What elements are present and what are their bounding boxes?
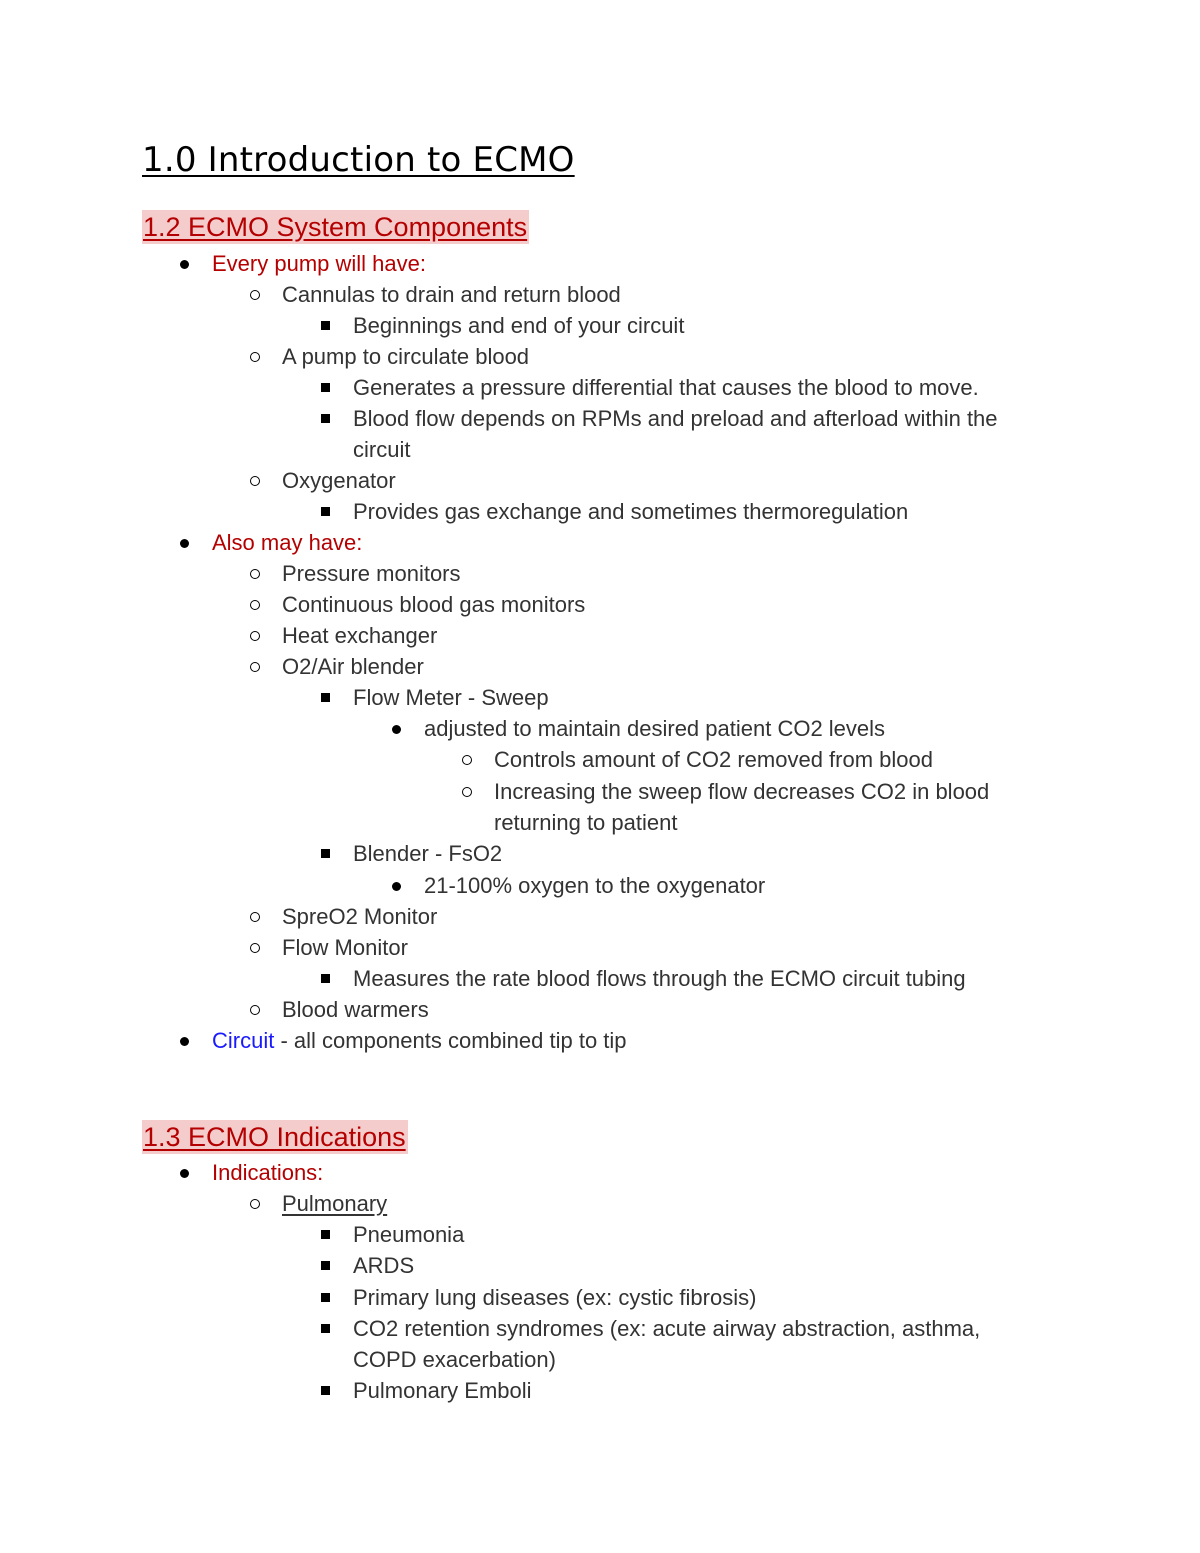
list-item-text: Increasing the sweep flow decreases CO2 in blood	[494, 779, 990, 804]
list-item-text: Blood warmers	[282, 997, 429, 1022]
bullet-circle-icon	[248, 341, 262, 372]
bullet-dot-icon	[389, 870, 403, 901]
list-item-text: Blender - FsO2	[353, 841, 503, 866]
list-item-text	[212, 1025, 627, 1056]
bullet-square-icon	[318, 372, 332, 403]
bullet-square-icon	[318, 1375, 332, 1406]
bullet-dot-icon	[177, 1157, 191, 1188]
list-item-text: circuit	[353, 437, 411, 462]
list-item-text: Flow Monitor	[282, 935, 408, 960]
bullet-circle-icon	[248, 465, 262, 496]
bullet-circle-icon	[248, 279, 262, 310]
list-item-text: Flow Meter - Sweep	[353, 685, 549, 710]
circuit-term: Circuit	[212, 1028, 275, 1053]
list-item-text: Pulmonary	[282, 1191, 388, 1216]
list-item-text: Cannulas to drain and return blood	[282, 282, 621, 307]
bullet-dot-icon	[177, 1025, 191, 1056]
list-item-text: Every pump will have:	[212, 251, 426, 276]
bullet-square-icon	[318, 403, 332, 434]
list-item-text: returning to patient	[494, 810, 678, 835]
bullet-square-icon	[318, 1250, 332, 1281]
list-item-text: Pulmonary Emboli	[353, 1378, 532, 1403]
list-item-text: Heat exchanger	[282, 623, 438, 648]
list-item-text: 21-100% oxygen to the oxygenator	[424, 873, 766, 898]
section-heading-components: 1.2 ECMO System Components	[143, 212, 528, 242]
bullet-circle-icon	[248, 589, 262, 620]
list-item-text: ARDS	[353, 1253, 415, 1278]
list-item-text: O2/Air blender	[282, 654, 424, 679]
page-title: 1.0 Introduction to ECMO	[142, 140, 575, 180]
list-item-text: Pressure monitors	[282, 561, 461, 586]
bullet-circle-icon	[460, 776, 474, 807]
bullet-circle-icon	[248, 932, 262, 963]
bullet-square-icon	[318, 682, 332, 713]
bullet-circle-icon	[248, 620, 262, 651]
bullet-circle-icon	[460, 744, 474, 775]
bullet-circle-icon	[248, 994, 262, 1025]
list-item-text: Oxygenator	[282, 468, 396, 493]
list-item-text: adjusted to maintain desired patient CO2 levels	[424, 716, 886, 741]
list-item-text: Generates a pressure differential that causes the blood to move.	[353, 375, 979, 400]
bullet-square-icon	[318, 1219, 332, 1250]
bullet-circle-icon	[248, 901, 262, 932]
bullet-square-icon	[318, 1313, 332, 1344]
bullet-square-icon	[318, 1282, 332, 1313]
list-item-text: A pump to circulate blood	[282, 344, 530, 369]
list-item-text: Provides gas exchange and sometimes thermoregulation	[353, 499, 909, 524]
bullet-circle-icon	[248, 558, 262, 589]
bullet-square-icon	[318, 496, 332, 527]
list-item-text: COPD exacerbation)	[353, 1347, 556, 1372]
bullet-dot-icon	[177, 248, 191, 279]
list-item-text: Indications:	[212, 1160, 324, 1185]
bullet-square-icon	[318, 310, 332, 341]
list-item-text: CO2 retention syndromes (ex: acute airway abstraction, asthma,	[353, 1316, 981, 1341]
bullet-dot-icon	[177, 527, 191, 558]
bullet-circle-icon	[248, 651, 262, 682]
bullet-square-icon	[318, 963, 332, 994]
list-item-text: Continuous blood gas monitors	[282, 592, 586, 617]
list-item-text: Pneumonia	[353, 1222, 465, 1247]
list-item-text: Blood flow depends on RPMs and preload and afterload within the	[353, 406, 998, 431]
list-item-text: SpreO2 Monitor	[282, 904, 438, 929]
circuit-definition: - all components combined tip to tip	[274, 1028, 627, 1053]
bullet-dot-icon	[389, 713, 403, 744]
list-item-text: Primary lung diseases (ex: cystic fibrosis)	[353, 1285, 757, 1310]
bullet-circle-icon	[248, 1188, 262, 1219]
list-item-text: Measures the rate blood flows through the ECMO circuit tubing	[353, 966, 966, 991]
list-item-text: Controls amount of CO2 removed from blood	[494, 747, 933, 772]
bullet-square-icon	[318, 838, 332, 869]
list-item-text: Also may have:	[212, 530, 363, 555]
list-item-text: Beginnings and end of your circuit	[353, 313, 685, 338]
section-heading-indications: 1.3 ECMO Indications	[143, 1122, 406, 1152]
